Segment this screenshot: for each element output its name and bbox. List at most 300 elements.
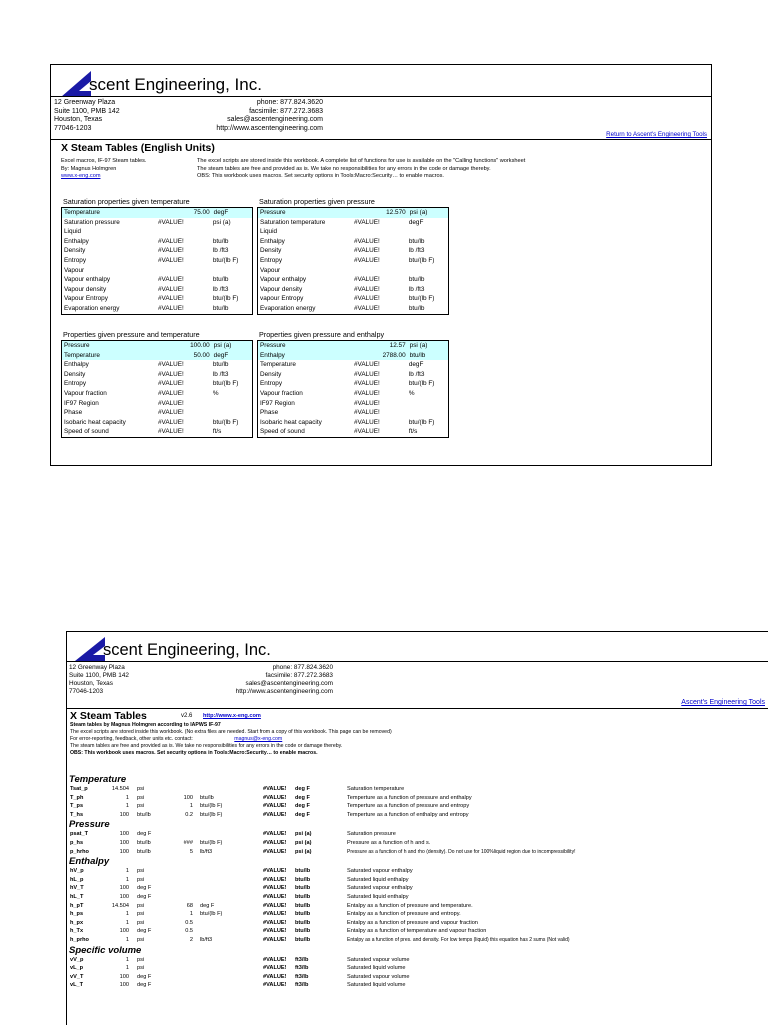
description: Entalpy as a function of temperature and vapour fraction: [347, 928, 487, 935]
description: Saturated vapour enthalpy: [347, 885, 413, 892]
property-unit: lb /ft3: [408, 247, 425, 255]
arg2-value: 0.5: [185, 928, 193, 935]
result-unit: ft3/lb: [295, 973, 309, 980]
function-name: h_ps: [70, 911, 84, 918]
result-value: #VALUE!: [263, 919, 287, 926]
arg2-unit: btu/lb: [200, 794, 214, 801]
description: Saturated vapour volume: [347, 956, 410, 963]
property-value[interactable]: 75.00: [193, 209, 210, 216]
property-unit: psi (a): [409, 209, 428, 216]
property-value: #VALUE!: [354, 409, 380, 417]
return-link[interactable]: Ascent's Engineering Tools: [681, 699, 765, 706]
property-label: Speed of sound: [64, 428, 109, 436]
company-name: scent Engineering, Inc.: [103, 641, 271, 659]
function-name: Tsat_p: [70, 786, 88, 792]
result-unit: deg F: [295, 786, 310, 792]
property-label: Evaporation energy: [260, 304, 316, 312]
sat-temp-box: [61, 207, 253, 315]
sat-pres-box: [257, 207, 449, 315]
property-unit: btu/(lb F): [212, 380, 239, 388]
property-value: #VALUE!: [158, 380, 184, 388]
arg1-unit: deg F: [137, 894, 152, 900]
note-line: The steam tables are free and provided as is. We take no responsibilities for any errors in the code or damage thereby.: [70, 743, 343, 749]
arg2-value: 0.2: [185, 811, 193, 818]
property-unit: [409, 266, 448, 276]
function-name: p_hrho: [70, 848, 89, 855]
property-row: [258, 304, 448, 314]
property-value: #VALUE!: [158, 304, 184, 312]
email-contact-link[interactable]: magnus@x-eng.com: [234, 736, 283, 742]
note-line: OBS: This workbook uses macros. Set security options in Tools:Macro:Security… to enable macros.: [70, 750, 318, 756]
property-row: [62, 227, 252, 237]
property-row: [62, 256, 252, 266]
arg1-value: 1: [125, 794, 129, 801]
result-value: #VALUE!: [263, 982, 287, 989]
arg1-unit: psi: [137, 902, 145, 909]
address-line: 12 Greenway Plaza: [54, 99, 116, 106]
description: Saturation temperature: [347, 786, 405, 792]
property-row: [258, 379, 448, 389]
sheet-title: X Steam Tables (English Units): [61, 142, 215, 154]
property-unit: [213, 408, 252, 418]
result-value: #VALUE!: [263, 937, 287, 943]
property-row: [258, 408, 448, 418]
property-value[interactable]: 12.570: [386, 209, 406, 216]
arg1-unit: psi: [137, 965, 145, 972]
property-row: [62, 399, 252, 409]
property-row: [258, 218, 448, 228]
property-value: #VALUE!: [354, 256, 380, 264]
property-label: Isobaric heat capacity: [64, 418, 126, 426]
website-link[interactable]: http://www.ascentengineering.com: [216, 124, 323, 132]
property-row: [258, 246, 448, 256]
arg2-unit: btu/(lb F): [200, 811, 223, 818]
description: Temperture as a function of enthalpy and entropy: [347, 811, 469, 818]
function-name: hV_T: [70, 885, 84, 892]
sheet-title: X Steam Tables: [70, 710, 147, 722]
description: Saturated liquid enthalpy: [347, 894, 409, 900]
property-unit: lb /ft3: [212, 285, 229, 293]
arg2-unit: btu/(lb F): [200, 803, 223, 810]
result-value: #VALUE!: [263, 876, 287, 883]
property-unit: degF: [408, 218, 424, 226]
email-link[interactable]: sales@ascentengineering.com: [227, 116, 323, 123]
property-value: [158, 227, 213, 237]
property-unit: btu/(lb F): [212, 295, 239, 303]
address-line: Houston, Texas: [69, 680, 113, 687]
property-value[interactable]: 100.00: [190, 342, 210, 349]
function-row: [67, 936, 767, 945]
result-unit: btu/lb: [295, 928, 311, 935]
property-label: Temperature: [64, 351, 100, 359]
result-value: #VALUE!: [263, 894, 287, 900]
arg1-unit: deg F: [137, 885, 152, 892]
title-rule: [67, 708, 768, 709]
description: Saturated vapour volume: [347, 973, 410, 980]
property-label: Vapour fraction: [260, 389, 303, 397]
result-unit: btu/lb: [295, 894, 311, 900]
property-label: IF97 Region: [260, 399, 295, 407]
xeng-link[interactable]: www.x-eng.com: [61, 173, 101, 179]
property-label: Temperature: [64, 209, 100, 216]
arg2-value: 5: [189, 848, 193, 855]
arg1-unit: psi: [137, 937, 145, 943]
result-value: #VALUE!: [263, 956, 287, 963]
function-row: [67, 919, 767, 928]
property-value: #VALUE!: [158, 247, 184, 255]
property-label: Vapour enthalpy: [260, 276, 307, 284]
property-label: Isobaric heat capacity: [260, 418, 322, 426]
info-left: [61, 158, 147, 181]
description: Pressure as a function of h and rho (density). Do not use for 100%liquid region due to incompressibility!: [347, 848, 576, 855]
result-unit: deg F: [295, 803, 310, 810]
property-label: Evaporation energy: [64, 304, 120, 312]
property-row: [258, 389, 448, 399]
note-line: The excel scripts are stored inside this workbook. (No extra files are needed. Start from a copy of this workbook. This page can be removed): [70, 729, 392, 735]
arg1-unit: psi: [137, 919, 145, 926]
property-row: [258, 275, 448, 285]
function-row: [67, 876, 767, 885]
result-value: #VALUE!: [263, 928, 287, 935]
property-row[interactable]: [62, 351, 252, 361]
property-unit: btu/(lb F): [212, 418, 239, 426]
property-label: IF97 Region: [64, 399, 99, 407]
result-value: #VALUE!: [263, 840, 287, 846]
property-value: #VALUE!: [158, 361, 184, 369]
property-value: #VALUE!: [354, 285, 380, 293]
property-label: Density: [64, 247, 86, 255]
contact-block: [201, 99, 323, 133]
property-unit: [409, 227, 448, 237]
property-value: #VALUE!: [158, 370, 184, 378]
property-value: #VALUE!: [354, 389, 380, 397]
property-label: Enthalpy: [64, 237, 89, 245]
property-unit: degF: [213, 209, 229, 216]
result-value: #VALUE!: [263, 803, 287, 810]
result-unit: deg F: [295, 794, 310, 801]
property-unit: btu/lb: [212, 361, 229, 369]
property-row[interactable]: [62, 341, 252, 351]
section-heading: Temperature: [69, 774, 127, 785]
description: Entalpy as a function of pressure and temperature.: [347, 902, 473, 909]
box-title: Saturation properties given temperature: [63, 197, 190, 206]
arg2-value: 68: [186, 902, 193, 909]
property-unit: ft/s: [408, 428, 418, 436]
address-block: [69, 664, 129, 696]
section-heading: Enthalpy: [69, 856, 110, 868]
function-name: hV_p: [70, 868, 84, 875]
property-unit: ft/s: [212, 428, 222, 436]
arg1-unit: psi: [137, 794, 145, 801]
property-row: [258, 227, 448, 237]
result-unit: btu/lb: [295, 911, 311, 918]
function-row: [67, 893, 767, 902]
function-name: vL_T: [70, 982, 84, 989]
property-label: Pressure: [64, 342, 90, 349]
function-row: [67, 867, 767, 876]
property-row: [62, 379, 252, 389]
website-link[interactable]: http://www.ascentengineering.com: [235, 688, 333, 695]
function-name: hL_p: [70, 876, 84, 883]
arg1-unit: deg F: [137, 831, 152, 838]
property-unit: btu/(lb F): [408, 418, 435, 426]
property-unit: %: [408, 389, 415, 397]
property-row: [258, 418, 448, 428]
function-row: [67, 785, 767, 794]
arg2-value: 2: [189, 937, 193, 943]
description: Saturated liquid volume: [347, 965, 406, 972]
property-label: Vapour enthalpy: [64, 276, 111, 284]
property-unit: btu/lb: [408, 304, 425, 312]
function-row: [67, 884, 767, 893]
property-unit: btu/lb: [212, 304, 229, 312]
property-label: Liquid: [260, 228, 278, 236]
function-row: [67, 902, 767, 911]
property-value: #VALUE!: [354, 218, 380, 226]
property-row: [62, 427, 252, 437]
result-unit: psi (a): [295, 831, 312, 838]
arg1-value: 1: [125, 876, 129, 883]
function-name: T_ph: [70, 794, 84, 801]
property-label: Entropy: [260, 256, 283, 264]
notes: [70, 722, 392, 757]
arg1-value: 1: [125, 956, 129, 963]
arg1-unit: btu/lb: [137, 848, 151, 855]
property-value: #VALUE!: [158, 295, 184, 303]
property-row: [62, 304, 252, 314]
function-name: psat_T: [70, 831, 89, 838]
property-value: #VALUE!: [354, 237, 380, 245]
info-right: [197, 158, 525, 181]
phone: phone: 877.824.3620: [272, 664, 333, 671]
property-row: [62, 218, 252, 228]
function-row: [67, 794, 767, 803]
property-label: Enthalpy: [260, 237, 285, 245]
result-unit: deg F: [295, 811, 310, 818]
property-row: [258, 285, 448, 295]
function-row: [67, 981, 767, 990]
arg1-value: 1: [125, 919, 129, 926]
function-row: [67, 973, 767, 982]
property-label: Vapour: [260, 266, 281, 274]
result-value: #VALUE!: [263, 794, 287, 801]
property-value: #VALUE!: [158, 285, 184, 293]
property-value[interactable]: 2788.00: [382, 351, 406, 359]
result-unit: btu/lb: [295, 902, 311, 909]
function-row: [67, 830, 767, 839]
function-row: [67, 910, 767, 919]
property-unit: degF: [213, 351, 229, 359]
function-name: vL_p: [70, 965, 84, 972]
property-label: Vapour fraction: [64, 389, 107, 397]
result-unit: psi (a): [295, 848, 312, 855]
result-value: #VALUE!: [263, 811, 287, 818]
result-unit: btu/lb: [295, 876, 311, 883]
arg1-unit: deg F: [137, 928, 152, 935]
sheet2-frame: [66, 631, 768, 1025]
section-heading: Pressure: [69, 819, 110, 831]
return-link[interactable]: Return to Ascent's Engineering Tools: [606, 131, 707, 138]
info-line: By: Magnus Holmgren: [61, 165, 117, 172]
address-line: Houston, Texas: [54, 116, 103, 123]
property-row: [62, 360, 252, 370]
arg2-unit: lb/ft3: [200, 937, 213, 943]
pt-box: [61, 340, 253, 438]
function-name: hL_T: [70, 894, 84, 900]
arg1-value: 100: [119, 894, 129, 900]
property-row: [258, 427, 448, 437]
title-rule: [51, 139, 711, 140]
arg1-unit: psi: [137, 911, 145, 918]
description: Entalpy as a function of pressure and entropy.: [347, 911, 461, 918]
property-unit: [409, 399, 448, 409]
property-value: [354, 266, 409, 276]
note-line: For error-reporting, feedback, other units etc. contact: magnus@x-eng.com: [70, 736, 283, 742]
info-line: Excel macros, IF-97 Steam tables.: [61, 158, 147, 164]
property-row: [258, 237, 448, 247]
property-row: [62, 237, 252, 247]
function-row: [67, 927, 767, 936]
arg1-value: 100: [119, 840, 129, 846]
arg1-unit: psi: [137, 786, 145, 792]
address-block: [54, 99, 120, 133]
property-label: Enthalpy: [260, 351, 285, 359]
property-unit: [213, 399, 252, 409]
property-row: [258, 360, 448, 370]
property-value: #VALUE!: [158, 418, 184, 426]
property-unit: btu/lb: [408, 276, 425, 284]
property-label: Density: [260, 370, 282, 378]
info-line: OBS: This workbook uses macros. Set security options in Tools:Macro:Security… to enable macros.: [197, 173, 444, 179]
function-name: h_pT: [70, 902, 84, 909]
result-unit: ft3/lb: [295, 965, 309, 972]
result-value: #VALUE!: [263, 885, 287, 892]
property-unit: [409, 408, 448, 418]
arg1-value: 100: [119, 982, 129, 989]
function-row: [67, 848, 767, 857]
property-value: [354, 227, 409, 237]
property-unit: degF: [408, 361, 424, 369]
property-value: #VALUE!: [354, 361, 380, 369]
function-name: vV_T: [70, 973, 84, 980]
property-value[interactable]: 12.57: [389, 342, 406, 349]
property-value: #VALUE!: [354, 380, 380, 388]
function-name: T_ps: [70, 803, 84, 810]
property-label: Phase: [260, 409, 279, 417]
box-title: Properties given pressure and enthalpy: [259, 330, 385, 339]
property-label: Entropy: [64, 256, 87, 264]
property-label: Phase: [64, 409, 83, 417]
description: Entalpy as a function of pressure and vapour fraction: [347, 919, 478, 926]
result-value: #VALUE!: [263, 973, 287, 980]
result-value: #VALUE!: [263, 965, 287, 972]
description: Temperture as a function of pressure and enthalpy: [347, 794, 472, 801]
result-value: #VALUE!: [263, 786, 287, 792]
property-unit: btu/lb: [212, 237, 229, 245]
property-unit: lb /ft3: [408, 285, 425, 293]
property-row: [62, 266, 252, 276]
property-value: #VALUE!: [354, 276, 380, 284]
arg1-value: 1: [125, 803, 129, 810]
property-label: Saturation pressure: [64, 218, 120, 226]
arg1-value: 100: [119, 811, 129, 818]
property-label: Saturation temperature: [260, 218, 326, 226]
property-row: [62, 370, 252, 380]
property-row[interactable]: [258, 351, 448, 361]
arg2-value: 1: [189, 911, 193, 918]
function-name: T_hs: [70, 811, 84, 818]
property-unit: btu/(lb F): [212, 256, 239, 264]
function-row: [67, 811, 767, 820]
property-unit: [213, 227, 252, 237]
property-unit: btu/(lb F): [408, 295, 435, 303]
arg1-unit: psi: [137, 956, 145, 963]
fax: facsimile: 877.272.3683: [249, 107, 323, 115]
arg1-value: 1: [125, 937, 129, 943]
result-unit: btu/lb: [295, 919, 311, 926]
property-value: #VALUE!: [158, 256, 184, 264]
site-link[interactable]: http://www.x-eng.com: [203, 713, 261, 719]
arg1-unit: psi: [137, 876, 145, 883]
property-row: [258, 370, 448, 380]
arg1-value: 100: [119, 885, 129, 892]
property-unit: lb /ft3: [212, 370, 229, 378]
property-row: [62, 408, 252, 418]
address-line: 12 Greenway Plaza: [69, 664, 125, 671]
function-row: [67, 964, 767, 973]
property-row[interactable]: [62, 208, 252, 218]
property-row[interactable]: [258, 208, 448, 218]
arg1-value: 1: [125, 868, 129, 875]
property-unit: lb /ft3: [408, 370, 425, 378]
property-value: #VALUE!: [158, 237, 184, 245]
ascent-logo-icon: [59, 69, 93, 99]
property-unit: btu/lb: [409, 351, 426, 359]
box-title: Properties given pressure and temperature: [63, 330, 200, 339]
contact-block: [217, 664, 333, 696]
result-unit: psi (a): [295, 840, 312, 846]
company-name: scent Engineering, Inc.: [89, 75, 262, 94]
property-row[interactable]: [258, 341, 448, 351]
email-link[interactable]: sales@ascentengineering.com: [245, 680, 333, 687]
property-label: Liquid: [64, 228, 82, 236]
function-name: p_hs: [70, 840, 84, 846]
arg1-unit: btu/lb: [137, 840, 151, 846]
property-row: [258, 294, 448, 304]
property-value: #VALUE!: [354, 304, 380, 312]
property-value: #VALUE!: [354, 428, 380, 436]
property-label: Pressure: [260, 342, 286, 349]
property-value: #VALUE!: [354, 370, 380, 378]
section-heading: Specific volume: [69, 944, 142, 956]
result-unit: ft3/lb: [295, 956, 309, 963]
property-unit: psi (a): [409, 342, 428, 349]
description: Entalpy as a function of pres. and density. For low temps (liquid) this equation has 2 sums (Not valid): [347, 937, 570, 943]
property-unit: btu/lb: [408, 237, 425, 245]
property-value: #VALUE!: [354, 399, 380, 407]
description: Saturated liquid enthalpy: [347, 876, 409, 883]
result-value: #VALUE!: [263, 848, 287, 855]
box-title: Saturation properties given pressure: [259, 197, 375, 206]
function-row: [67, 802, 767, 811]
property-unit: btu/(lb F): [408, 380, 435, 388]
property-value[interactable]: 50.00: [193, 351, 210, 359]
result-value: #VALUE!: [263, 902, 287, 909]
arg1-unit: deg F: [137, 973, 152, 980]
property-label: vapour Entropy: [260, 295, 304, 303]
arg2-unit: btu/(lb F): [200, 911, 223, 918]
property-row: [62, 294, 252, 304]
